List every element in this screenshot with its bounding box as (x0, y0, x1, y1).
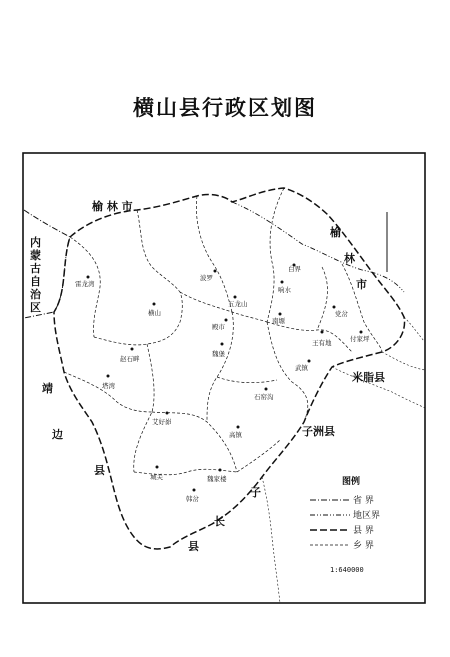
outer-lines (262, 317, 425, 603)
town-dot (308, 360, 311, 363)
town-dot (237, 426, 240, 429)
neighbor-yulin-top: 榆 林 市 (92, 200, 133, 213)
town-label: 高镇 (229, 431, 242, 439)
town-dot (214, 270, 217, 273)
map-frame (22, 152, 426, 604)
town-dot (333, 306, 336, 309)
neighbor-zichang-3: 县 (188, 540, 199, 553)
neighbor-nmg-3: 古 (30, 262, 41, 275)
town-dot (221, 343, 224, 346)
town-dot (107, 375, 110, 378)
neighbor-yulin-right-3: 市 (356, 278, 367, 291)
town-label: 魏家楼 (207, 475, 227, 483)
town-label: 南塬 (272, 317, 285, 325)
neighbor-jingbian-3: 县 (94, 464, 105, 477)
town-dot (156, 466, 159, 469)
town-dot (166, 412, 169, 415)
town-label: 艾好峁 (152, 418, 172, 426)
town-dot (321, 331, 324, 334)
neighbor-nmg-5: 治 (30, 288, 41, 301)
town-label: 城关 (150, 473, 163, 481)
town-label: 白界 (288, 265, 301, 273)
town-dot (281, 281, 284, 284)
town-label: 党岔 (335, 310, 348, 318)
town-label: 五龙山 (228, 300, 248, 308)
town-dot (153, 303, 156, 306)
town-label: 魏堡 (212, 350, 225, 358)
scale-label: 1:640000 (330, 566, 364, 574)
town-dot (131, 348, 134, 351)
town-dot (360, 331, 363, 334)
neighbor-mizhi: 米脂县 (352, 371, 385, 384)
neighbor-nmg-2: 蒙 (30, 249, 41, 262)
county-boundary (54, 188, 405, 549)
prefecture-boundary (232, 202, 404, 292)
legend-title: 图例 (342, 477, 361, 487)
town-label: 雷龙湾 (75, 280, 95, 288)
town-label: 殿市 (212, 323, 225, 331)
town-label: 响水 (278, 286, 291, 294)
legend-item-province: 省 界 (353, 496, 374, 506)
map-svg (22, 152, 426, 604)
town-label: 王有地 (312, 339, 332, 347)
neighbor-yulin-right-2: 林 (344, 252, 355, 265)
town-dot (193, 489, 196, 492)
town-dot (234, 296, 237, 299)
town-label: 赵石畔 (120, 355, 140, 363)
neighbor-yulin-right-1: 榆 (330, 226, 341, 239)
neighbor-zichang-2: 长 (214, 515, 225, 528)
neighbor-nmg-1: 内 (30, 236, 41, 249)
town-dot (265, 388, 268, 391)
town-label: 横山 (148, 309, 161, 317)
town-label: 韩岔 (186, 495, 199, 503)
neighbor-zichang-1: 子 (250, 486, 261, 499)
neighbor-zizhou: 子洲县 (302, 425, 335, 438)
town-label: 波罗 (200, 274, 213, 282)
map-title: 横山县行政区划图 (133, 96, 317, 120)
town-label: 塔湾 (102, 382, 115, 390)
town-dot (87, 276, 90, 279)
neighbor-jingbian-1: 靖 (42, 382, 53, 395)
neighbor-nmg-6: 区 (30, 301, 41, 314)
town-dot (225, 319, 228, 322)
towns (75, 264, 370, 504)
town-dot (219, 469, 222, 472)
legend-item-prefecture: 地区界 (353, 511, 381, 521)
town-label: 付家坪 (350, 335, 370, 343)
neighbor-nmg-4: 自 (30, 275, 41, 288)
town-label: 武镇 (295, 364, 308, 372)
town-dot (279, 313, 282, 316)
legend-item-county: 县 界 (353, 526, 374, 536)
town-label: 石窑沟 (254, 393, 274, 401)
neighbor-jingbian-2: 边 (52, 428, 63, 441)
legend-item-township: 乡 界 (353, 541, 374, 551)
legend (310, 475, 380, 551)
